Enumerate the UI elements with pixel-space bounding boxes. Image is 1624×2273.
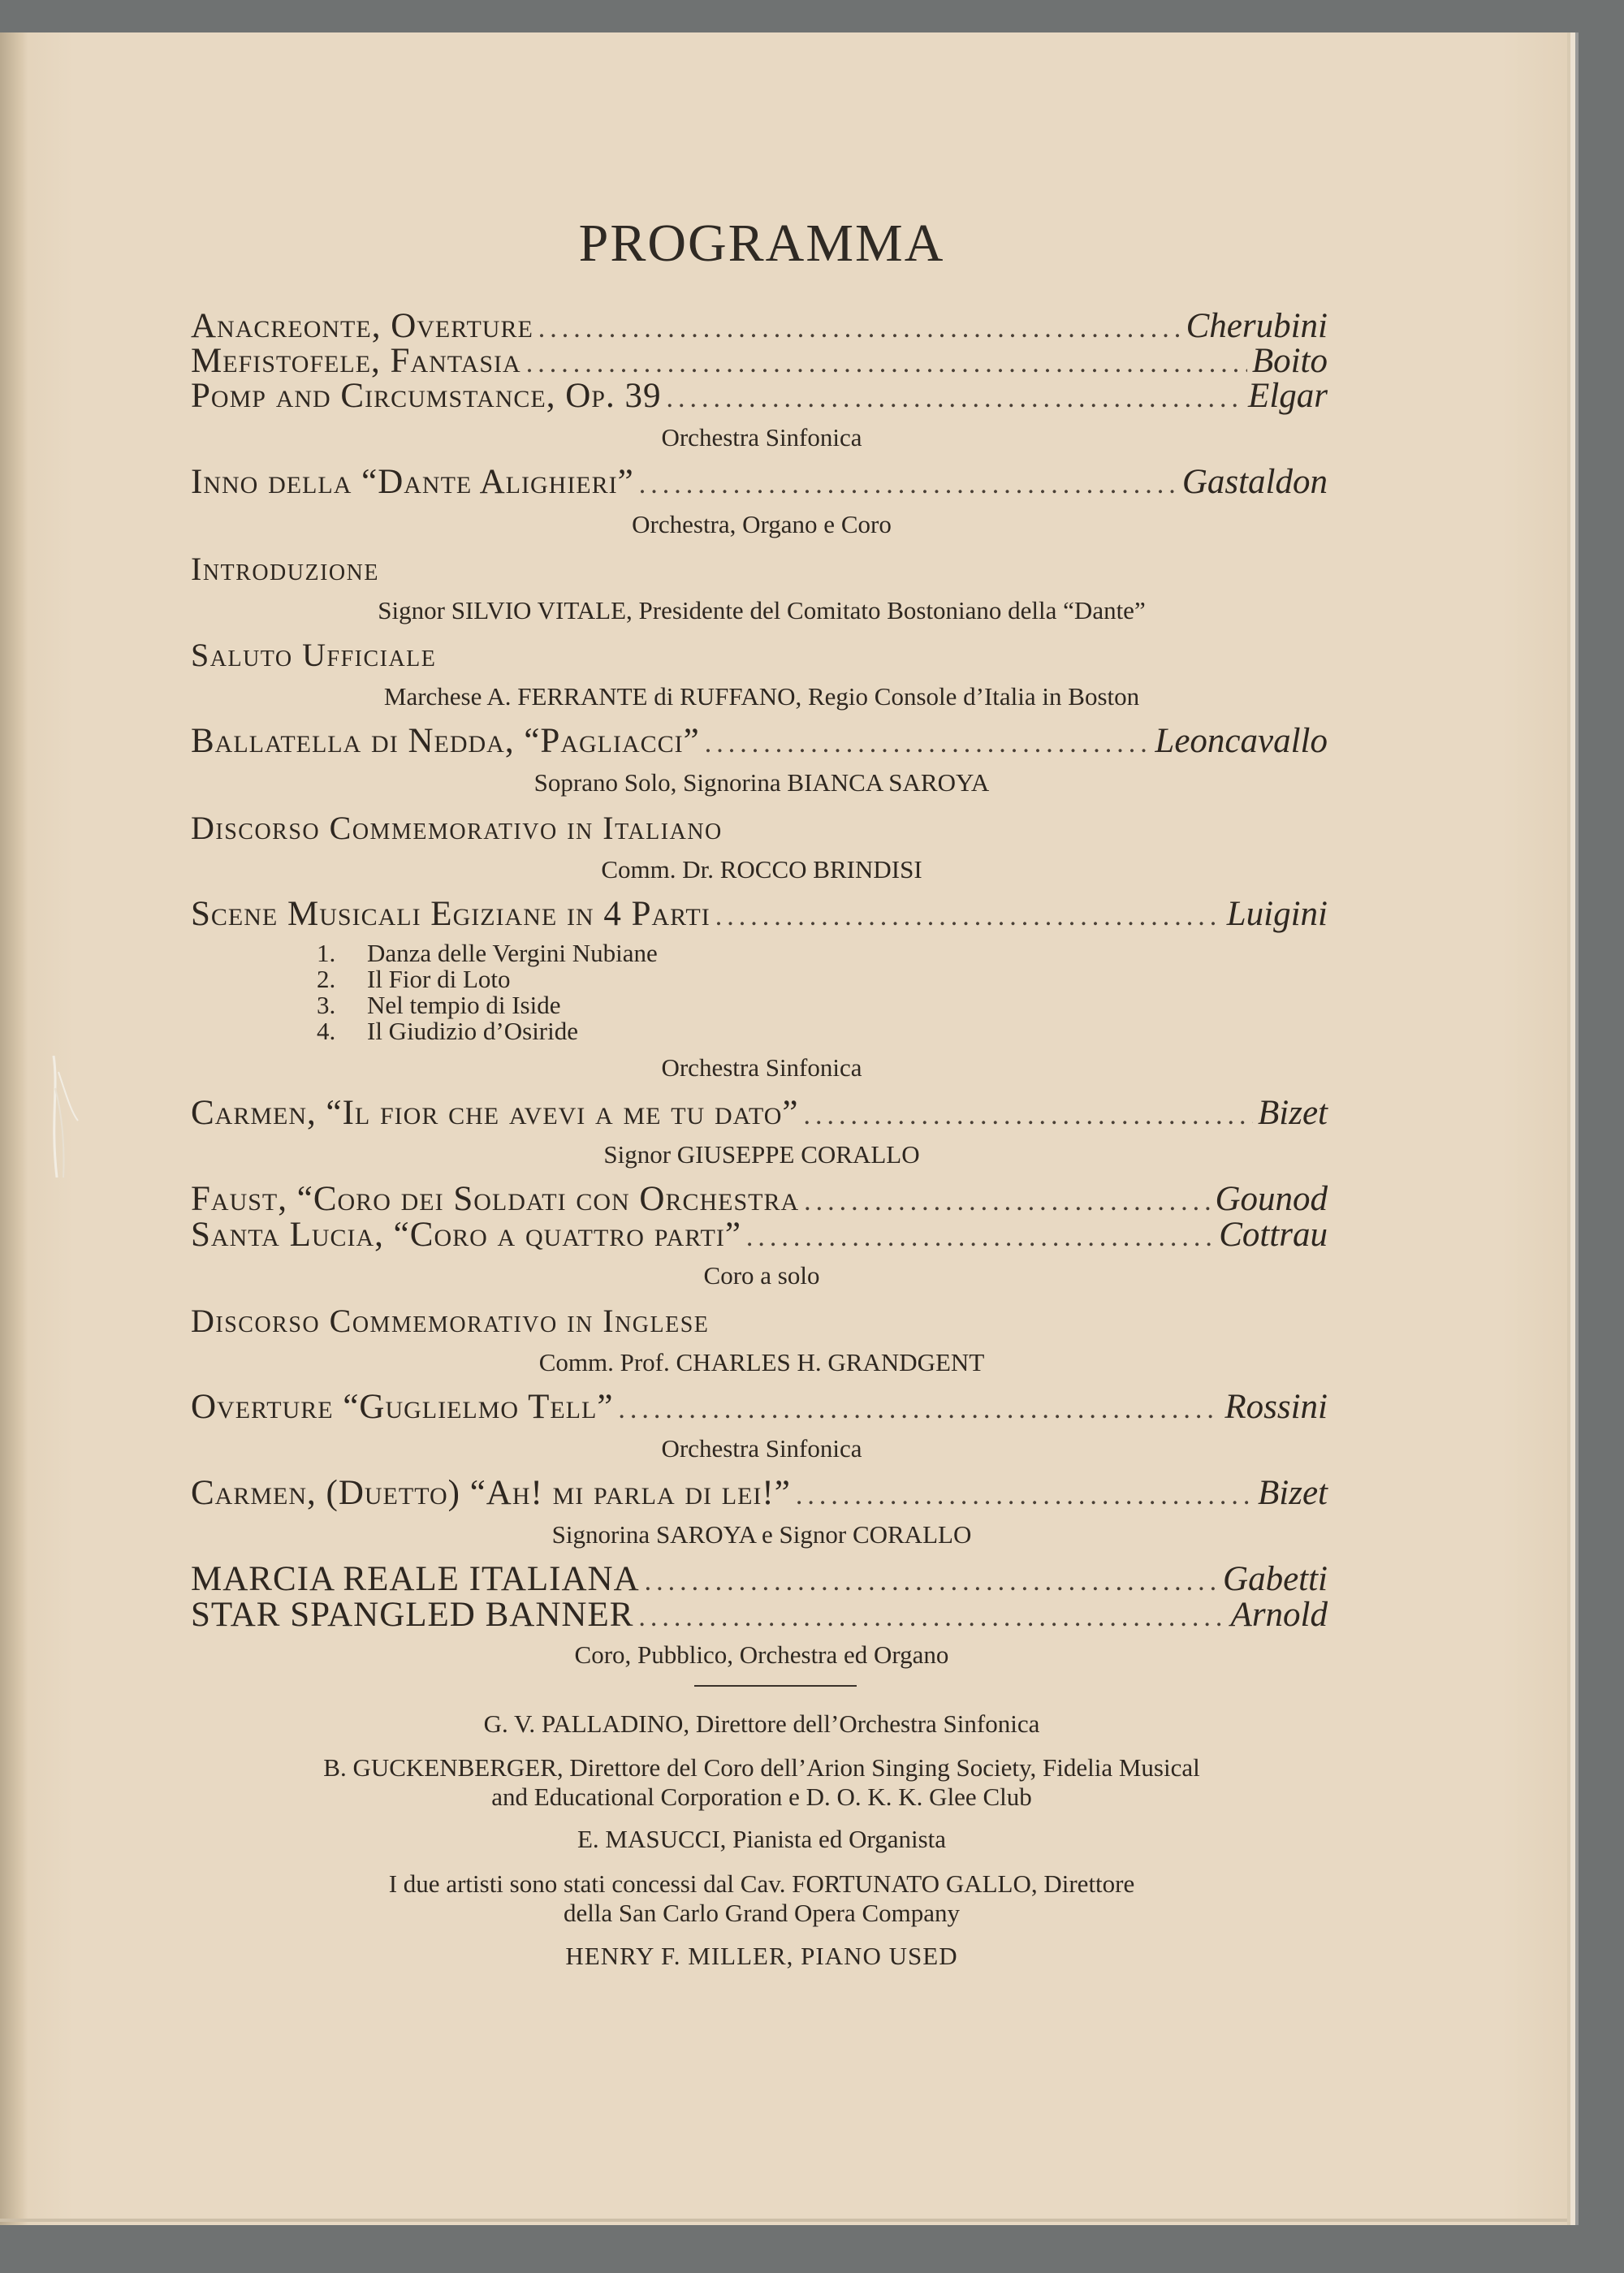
speaker-line: Signor SILVIO VITALE, Presidente del Comitato Bostoniano della “Dante” [378,596,1146,624]
program-item [191,722,1328,763]
work-title: MARCIA REALE ITALIANA [191,1560,640,1598]
work-title: STAR SPANGLED BANNER [191,1596,634,1634]
performer-line: Orchestra Sinfonica [661,1053,862,1082]
composer-name: Leoncavallo [1155,722,1328,760]
leader-dots [705,722,1151,763]
speaker-line: Comm. Prof. CHARLES H. GRANDGENT [538,1348,985,1376]
performer-line: Signor GIUSEPPE CORALLO [603,1140,920,1169]
composer-name: Cherubini [1186,307,1328,345]
list-item: 1. Danza delle Vergini Nubiane [317,939,658,967]
work-title: Ballatella di Nedda, “Pagliacci” [191,722,700,760]
work-title: Santa Lucia, “Coro a quattro parti” [191,1216,741,1254]
program-item [191,1094,1328,1135]
section-heading: Discorso Commemorativo in Italiano [191,810,723,846]
program-item [191,463,1328,504]
work-title: Faust, “Coro dei Soldati con Orchestra [191,1180,800,1218]
leader-dots [804,1094,1254,1135]
speaker-line: Marchese A. FERRANTE di RUFFANO, Regio Console d’Italia in Boston [383,682,1140,711]
page-title: PROGRAMMA [578,214,945,273]
leader-dots [715,895,1222,936]
credit-line: and Educational Corporation e D. O. K. K. Glee Club [491,1783,1032,1811]
composer-name: Arnold [1230,1596,1328,1634]
program-item [191,1474,1328,1515]
program-item [191,1388,1328,1429]
work-title: Carmen, “Il fior che avevi a me tu dato” [191,1094,799,1132]
work-title: Carmen, (Duetto) “Ah! mi parla di lei!” [191,1474,791,1512]
program-item [191,1216,1328,1257]
leader-dots [666,377,1243,418]
composer-name: Cottrau [1219,1216,1328,1254]
program-item [191,377,1328,418]
list-item: 2. Il Fior di Loto [317,965,511,993]
performer-line: Orchestra Sinfonica [661,1434,862,1463]
list-item: 4. Il Giudizio d’Osiride [317,1017,579,1045]
composer-name: Bizet [1258,1474,1328,1512]
work-title: Pomp and Circumstance, Op. 39 [191,377,662,415]
composer-name: Rossini [1224,1388,1328,1426]
composer-name: Gounod [1215,1180,1328,1218]
performer-line: Coro, Pubblico, Orchestra ed Organo [574,1640,949,1669]
performer-line: Coro a solo [703,1261,820,1290]
work-title: Mefistofele, Fantasia [191,342,521,380]
section-heading: Discorso Commemorativo in Inglese [191,1303,710,1339]
credit-line: G. V. PALLADINO, Direttore dell’Orchestra Sinfonica [483,1709,1040,1738]
program-item [191,895,1328,936]
program-item [191,1596,1328,1637]
composer-name: Luigini [1226,895,1328,933]
leader-dots [638,1596,1225,1637]
credit-line: B. GUCKENBERGER, Direttore del Coro dell’Arion Singing Society, Fidelia Musical [323,1753,1200,1782]
composer-name: Bizet [1258,1094,1328,1132]
composer-name: Gastaldon [1181,463,1328,501]
section-heading: Saluto Ufficiale [191,637,437,673]
performer-line: Orchestra Sinfonica [661,423,862,452]
page-bottom-edge [0,2219,1567,2222]
leader-dots [639,463,1177,504]
performer-line: Orchestra, Organo e Coro [632,510,892,538]
performer-line: Soprano Solo, Signorina BIANCA SAROYA [533,768,990,797]
composer-name: Elgar [1248,377,1328,415]
list-item: 3. Nel tempio di Iside [317,991,561,1019]
composer-name: Boito [1251,342,1328,380]
leader-dots [618,1388,1220,1429]
credit-line: I due artisti sono stati concessi dal Cav. FORTUNATO GALLO, Direttore [388,1869,1135,1898]
speaker-line: Comm. Dr. ROCCO BRINDISI [601,855,922,884]
credit-line: della San Carlo Grand Opera Company [563,1899,961,1927]
leader-dots [746,1216,1214,1257]
composer-name: Gabetti [1223,1560,1328,1598]
credit-line: HENRY F. MILLER, PIANO USED [565,1942,958,1970]
work-title: Anacreonte, Overture [191,307,533,345]
leader-dots [796,1474,1253,1515]
work-title: Inno della “Dante Alighieri” [191,463,634,501]
credit-line: E. MASUCCI, Pianista ed Organista [577,1825,947,1853]
work-title: Overture “Guglielmo Tell” [191,1388,614,1426]
performer-line: Signorina SAROYA e Signor CORALLO [551,1520,972,1549]
divider-rule [694,1685,857,1687]
section-heading: Introduzione [191,551,379,587]
work-title: Scene Musicali Egiziane in 4 Parti [191,895,710,933]
scene-parts-list [317,940,658,1044]
